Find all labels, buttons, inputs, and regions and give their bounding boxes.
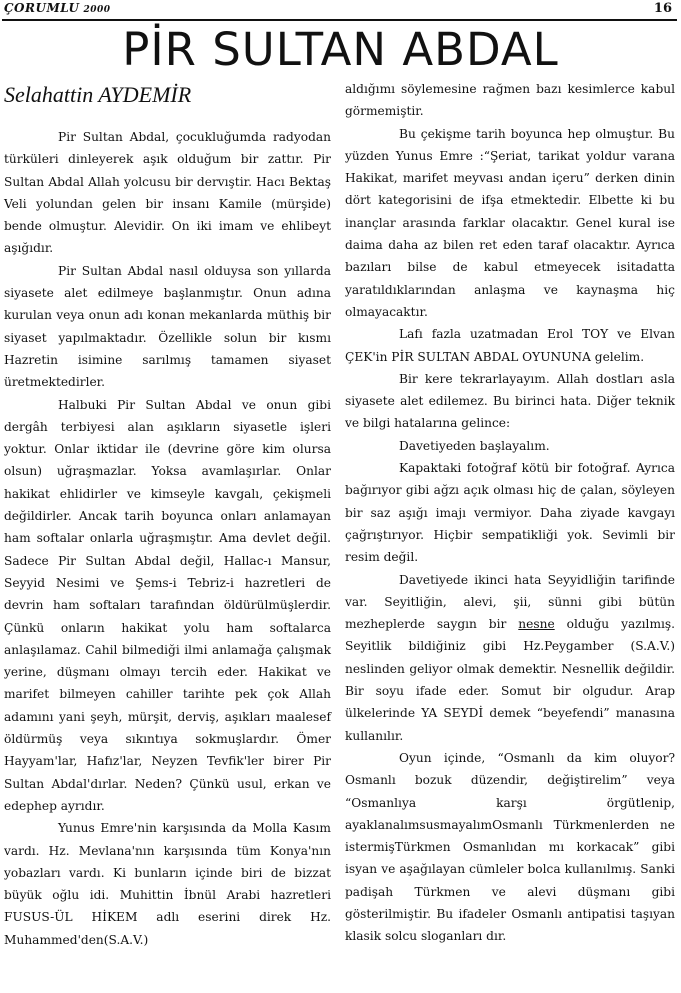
- paragraph: Pir Sultan Abdal nasıl olduysa son yıllarda siyasete alet edilmeye başlanmıştır. Onun adına kurulan veya onun adı konan mekanlarda müthiş bir siyaset yapılmaktadır. Özellikle solun bir kısmı Hazretin isimine sarılmış tamamen siyaset üretmektedirler.: [4, 263, 331, 390]
- paragraph: Pir Sultan Abdal, çocukluğumda radyodan türküleri dinleyerek aşık olduğum bir zattır. Pir Sultan Abdal Allah yolcusu bir dervıştir. Hacı Bektaş Veli yolundan gelen bir insanı Kamile (mürşide) bende olmuştur. Alevidir. On iki imam ve ehlibeyt aşığıdır.: [4, 130, 331, 256]
- paragraph: Yunus Emre'nin karşısında da Molla Kasım vardı. Hz. Mevlana'nın karşısında tüm Konya'nın yobazları vardı. Ki bunların içinde biri de bizzat büyük oğlu idi. Muhittin İbnül Arabi hazretleri FUSUS-ÜL HİKEM adlı eserini direk Hz. Muhammed'den(S.A.V.): [4, 821, 331, 947]
- left-column: [4, 126, 331, 951]
- paragraph: Halbuki Pir Sultan Abdal ve onun gibi dergâh terbiyesi alan aşıkların siyasetle işleri yoktur. Onlar iktidar ile (devrine göre kim olursa olsun) uğraşmazlar. Yoksa avamlaşırlar. Onlar hakikat ehlidirler ve kimseyle kavgalı, çekişmeli değildirler. Ancak tarih boyunca onları anlamayan ham softalar onlarla uğraşmıştır. Ama devlet değil. Sadece Pir Sultan Abdal değil, Hallac-ı Mansur, Seyyid Nesimi ve Şems-i Tebriz-i hazretleri de devrin ham softaları tarafından öldürülmüşlerdir. Çünkü onların hakikat yolu ham softalarca anlaşılamaz. Cahil bilmediği ilmi anlamağa çalışmak yerine, düşmanı olmayı tercih eder. Hakikat ve marifet bilmeyen cahiller tarihte pek çok Allah adamını yani şeyh, mürşit, derviş, aşıkları maalesef öldürmüş veya sıkıntıya sokmuşlardır. Ömer Hayyam'lar, Hafız'lar, Neyzen Tevfik'ler birer Pir Sultan Abdal'dırlar. Neden? Çünkü usul, erkan ve edephep ayrıdır.: [4, 397, 331, 813]
- article-title: PİR SULTAN ABDAL: [122, 23, 559, 76]
- paragraph: Bu çekişme tarih boyunca hep olmuştur. Bu yüzden Yunus Emre :“Şeriat, tarikat yoldur varana Hakikat, marifet meyvası andan içeru” derken dinin dört kategorisini de ifşa etmektedir. Elbette ki bu inançlar arasında farklar olacaktır. Genel kural ise daima daha az bilen ret eden taraf olacaktır. Ayrıca bazıları bilse de kabul etmeyecek isitadatta yaratıldıklarından anlaşma ve kaynaşma hiç olmayacaktır.: [345, 126, 675, 319]
- article-author: Selahattin AYDEMİR: [4, 82, 192, 107]
- paragraph-text: Davetiyede ikinci hata Seyyidliğin tarifinde var. Seyitliğin, alevi, şii, sünni gibi bütün mezheplerde saygın bir: [345, 572, 675, 632]
- paragraph: Kapaktaki fotoğraf kötü bir fotoğraf. Ayrıca bağırıyor gibi ağzı açık olması hiç de çalan, söyleyen bir saz aşığı imajı vermiyor. Daha ziyade kavgayı çağrıştırıyor. Hiçbir sempatikliği yok. Sevimli bir resim değil.: [345, 461, 675, 565]
- paragraph: Oyun içinde, “Osmanlı da kim oluyor? Osmanlı bozuk düzendir, değiştirelim” veya “Osmanlıya karşı örgütlenip, ayaklanalımsusmayalımOsmanlı Türkmenlerden ne istermişTürkmen Osmanlıdan mı korkacak” gibi isyan ve aşağılayan cümleler bolca kullanılmış. Sanki padişah Türkmen ve alevi düşmanı gibi gösterilmiştir. Bu ifadeler Osmanlı antipatisi taşıyan klasik solcu sloganları dır.: [345, 750, 675, 944]
- masthead-title: ÇORUMLU: [4, 1, 80, 15]
- paragraph-continuation: aldığımı söylemesine rağmen bazı kesimlerce kabul görmemiştir.: [345, 82, 675, 119]
- header-rule: [2, 19, 677, 21]
- underlined-word: nesne: [518, 617, 555, 632]
- paragraph: [345, 569, 675, 747]
- paragraph: Lafı fazla uzatmadan Erol TOY ve Elvan ÇEK'in PİR SULTAN ABDAL OYUNUNA gelelim.: [345, 327, 675, 364]
- masthead: [4, 1, 111, 15]
- paragraph: Davetiyeden başlayalım.: [399, 438, 550, 453]
- right-column: [345, 78, 675, 948]
- masthead-year: 2000: [83, 5, 111, 15]
- page-header: [0, 0, 681, 22]
- paragraph: Bir kere tekrarlayayım. Allah dostları asla siyasete alet edilemez. Bu birinci hata. Diğer teknik ve bilgi hatalarına gelince:: [345, 371, 675, 431]
- paragraph-text: olduğu yazılmış. Seyitlik bildiğiniz gibi Hz.Peygamber (S.A.V.) neslinden geliyor olmak demektir. Nesnellik değildir. Bir soyu ifade eder. Somut bir olgudur. Arap ülkelerinde YA SEYDİ demek “beyefendi” manasına kullanılır.: [345, 617, 676, 743]
- page-number: 16: [653, 1, 672, 16]
